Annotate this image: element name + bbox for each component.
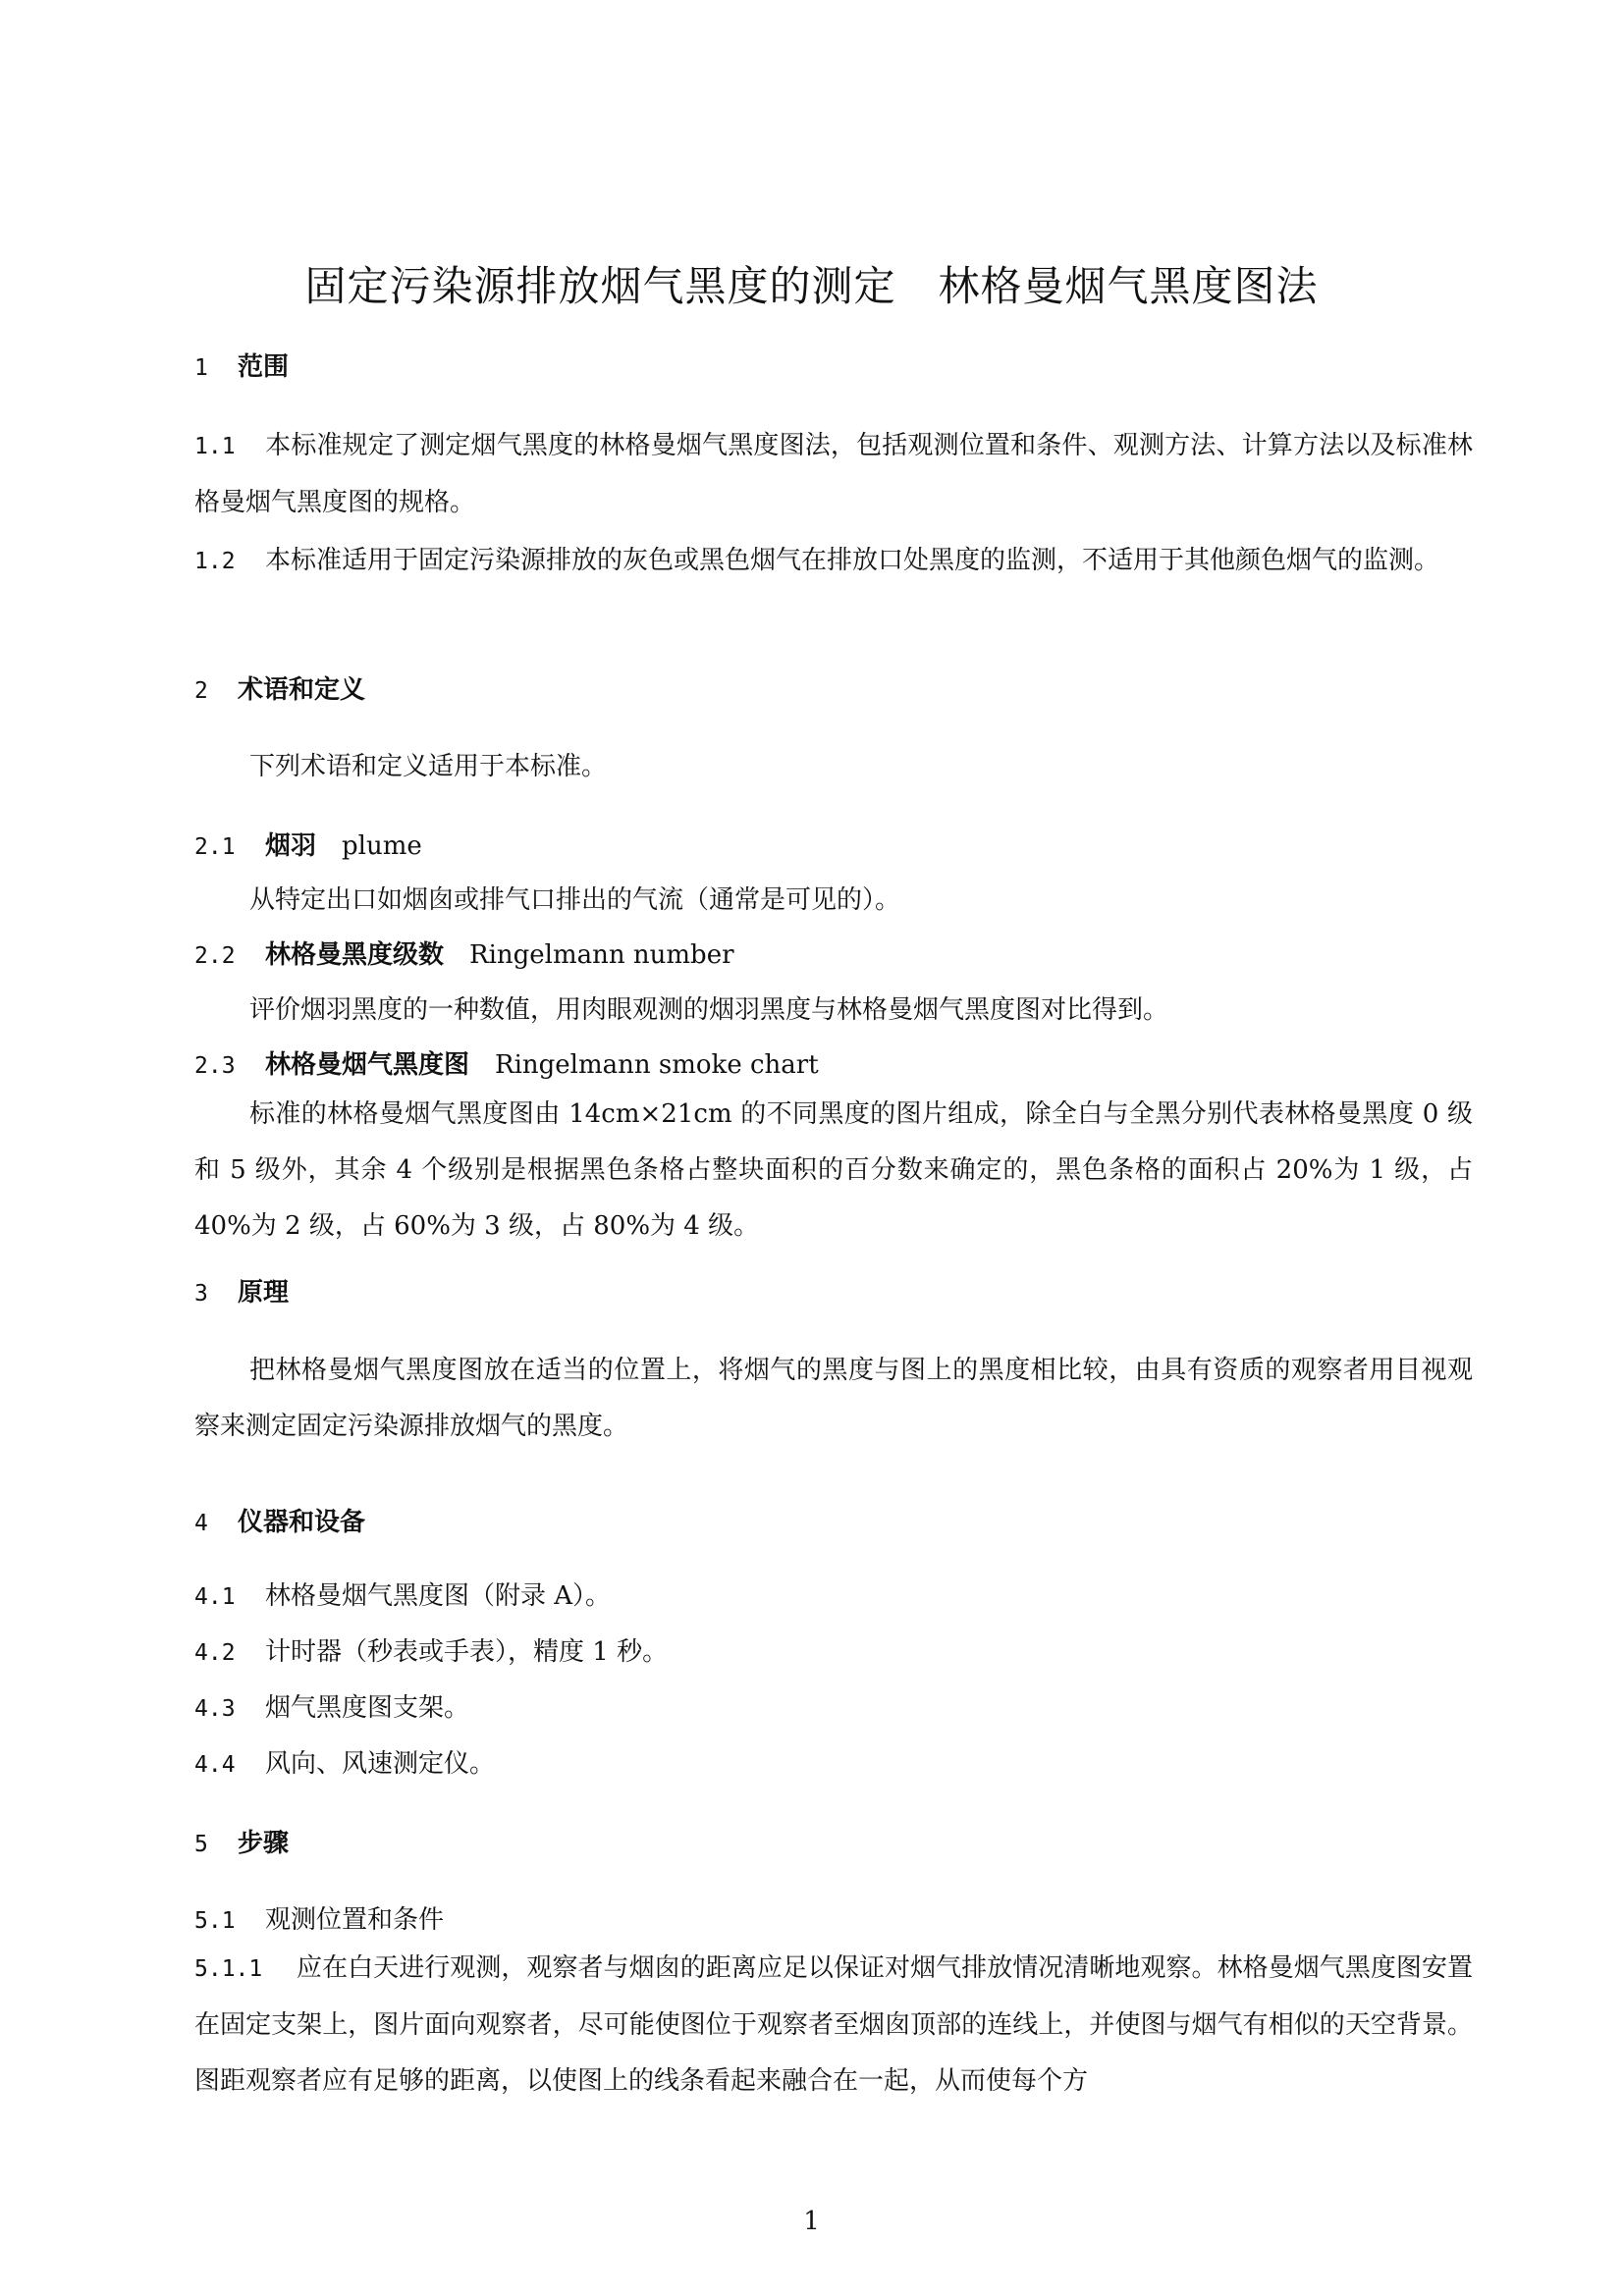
term-zh: 林格曼黑度级数 <box>265 940 445 970</box>
term-2-2-definition: 评价烟羽黑度的一种数值，用肉眼观测的烟羽黑度与林格曼烟气黑度图对比得到。 <box>249 995 1169 1025</box>
section-title: 范围 <box>238 352 290 382</box>
section-2-heading <box>194 670 365 711</box>
term-2-3 <box>194 1045 819 1086</box>
section-3-heading <box>194 1273 289 1313</box>
clause-number: 5.1 <box>194 1908 236 1934</box>
section-number: 1 <box>194 355 208 381</box>
clause-text: 风向、风速测定仪。 <box>265 1749 496 1779</box>
clause-text: 应在白天进行观测，观察者与烟囱的距离应足以保证对烟气排放情况清晰地观察。林格曼烟气黑度图安置在固定支架上，图片面向观察者，尽可能使图位于观察者至烟囱顶部的连线上，并使图与烟气有相似的天空背景。图距观察者应有足够的距离，以使图上的线条看起来融合在一起，从而使每个方 <box>194 1953 1473 2096</box>
clause-4-1 <box>194 1576 611 1617</box>
clause-5-1-1 <box>194 1941 1473 2109</box>
section-5-heading <box>194 1824 289 1864</box>
term-2-1-definition: 从特定出口如烟囱或排气口排出的气流（通常是可见的）。 <box>249 885 901 915</box>
clause-5-1 <box>194 1900 444 1941</box>
clause-4-4 <box>194 1744 495 1785</box>
section-title: 步骤 <box>238 1829 290 1858</box>
term-number: 2.1 <box>194 834 236 860</box>
section-4-heading <box>194 1503 365 1543</box>
clause-number: 4.3 <box>194 1696 236 1722</box>
clause-4-2 <box>194 1632 668 1673</box>
clause-text: 观测位置和条件 <box>265 1905 445 1935</box>
section-number: 3 <box>194 1281 208 1307</box>
term-2-2 <box>194 935 734 976</box>
clause-text: 本标准规定了测定烟气黑度的林格曼烟气黑度图法，包括观测位置和条件、观测方法、计算方法以及标准林格曼烟气黑度图的规格。 <box>194 431 1473 517</box>
term-2-1 <box>194 827 422 867</box>
term-en: Ringelmann smoke chart <box>495 1050 819 1080</box>
section-title: 原理 <box>238 1278 290 1308</box>
term-zh: 林格曼烟气黑度图 <box>265 1050 470 1080</box>
document-title: 固定污染源排放烟气黑度的测定 林格曼烟气黑度图法 <box>304 262 1319 310</box>
clause-number: 1.2 <box>194 549 236 574</box>
clause-text: 林格曼烟气黑度图（附录 A）。 <box>265 1581 612 1611</box>
term-en: Ringelmann number <box>469 940 734 970</box>
page-number: 1 <box>803 2207 820 2236</box>
clause-number: 1.1 <box>194 434 236 459</box>
clause-1-1 <box>194 418 1473 531</box>
section-1-heading <box>194 347 289 388</box>
clause-text: 烟气黑度图支架。 <box>265 1693 470 1723</box>
clause-4-3 <box>194 1688 469 1729</box>
term-en: plume <box>342 831 422 861</box>
section-3-text: 把林格曼烟气黑度图放在适当的位置上，将烟气的黑度与图上的黑度相比较，由具有资质的观察者用目视观察来测定固定污染源排放烟气的黑度。 <box>194 1356 1473 1441</box>
section-number: 5 <box>194 1832 208 1857</box>
clause-number: 4.1 <box>194 1584 236 1610</box>
section-2-intro: 下列术语和定义适用于本标准。 <box>249 752 608 781</box>
clause-number: 4.4 <box>194 1752 236 1778</box>
section-title: 术语和定义 <box>238 675 366 705</box>
clause-text: 本标准适用于固定污染源排放的灰色或黑色烟气在排放口处黑度的监测，不适用于其他颜色烟气的监测。 <box>265 546 1440 575</box>
term-zh: 烟羽 <box>265 831 317 861</box>
section-title: 仪器和设备 <box>238 1508 366 1537</box>
section-number: 4 <box>194 1511 208 1536</box>
term-number: 2.2 <box>194 943 236 969</box>
clause-number: 4.2 <box>194 1640 236 1666</box>
term-number: 2.3 <box>194 1053 236 1079</box>
clause-1-2 <box>194 533 1473 590</box>
clause-text: 计时器（秒表或手表），精度 1 秒。 <box>265 1637 669 1667</box>
section-number: 2 <box>194 678 208 704</box>
clause-number: 5.1.1 <box>194 1956 263 1982</box>
term-2-3-definition: 标准的林格曼烟气黑度图由 14cm×21cm 的不同黑度的图片组成，除全白与全黑分别代表林格曼黑度 0 级和 5 级外，其余 4 个级别是根据黑色条格占整块面积的百分数来确定的，黑色条格的面积占 20%为 1 级，占 40%为 2 级，占 60%为 3 级，占 80%为 4 级。 <box>194 1099 1473 1241</box>
